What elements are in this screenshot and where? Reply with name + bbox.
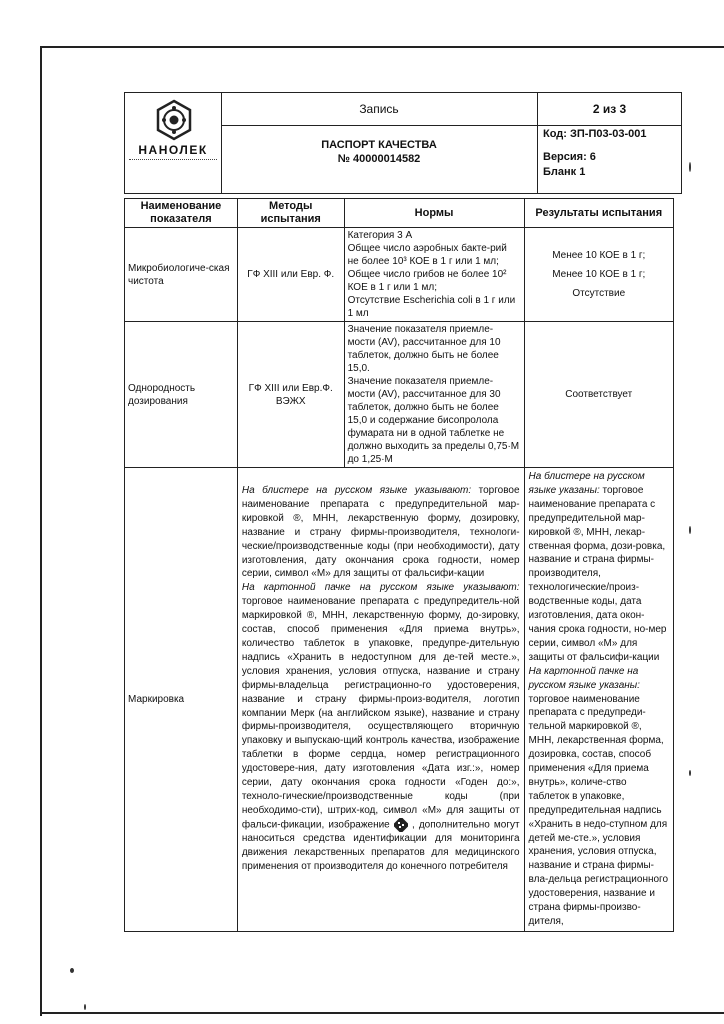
blister-norm-text: торговое наименование препарата с предупредительной мар-кировкой ®, МНН, лекарственную форму, дозировку, название и страну фирмы-производителя, технологи-ческие/производственные коды (при необходимости), дату изготовления, дату окончания срока годности, номер серии, символ «М» для защиты от фальсифи-кации: [241, 485, 520, 580]
table-row: [125, 228, 674, 322]
norm-line: Отсутствие Escherichia coli в 1 г или 1 мл: [347, 295, 516, 319]
document-form: Бланк 1: [543, 166, 586, 178]
norm-line: Значение показателя приемле-мости (AV), рассчитанное для 30 таблеток, должно быть не более 15,0 и содержание бисопролола фумарата ни в одной таблетке не должно выходить за пределы 0,75·М до 1,25·М: [347, 376, 520, 465]
header-norms: Нормы: [344, 199, 524, 228]
scan-speck: [689, 526, 691, 534]
result-line: Менее 10 КОЕ в 1 г;: [552, 250, 646, 261]
result-line: Отсутствие: [572, 288, 626, 299]
header-results: Результаты испытания: [524, 199, 673, 228]
pack-result-text: торговое наименование препарата с предупреди-тельной маркировкой ®, МНН, лекарственная форма, дозировка, состав, способ применения «Для приема внутрь», количе-ство таблеток в упаковке, предупредительная надпись «Хранить в недо-ступном для детей ме-сте.», условия хранения, условия отпуска, название и страна фирмы-вла-дельца регистрационного удостоверения, название и страна фирмы-произво-дителя,: [528, 693, 669, 927]
record-label: Запись: [221, 93, 538, 126]
scan-speck: [689, 162, 691, 172]
row-name: Микробиологиче-ская чистота: [125, 228, 238, 322]
document-header: [124, 92, 682, 194]
company-logo-icon: [153, 99, 195, 141]
row-result: Соответствует: [524, 322, 673, 468]
row-norms: [344, 228, 524, 322]
scan-speck: [84, 1004, 86, 1010]
pack-norm-text: торговое наименование препарата с предупредитель-ной маркировкой ®, МНН, лекарственную форму, до-зировку, состав, способ применения «Для приема внутрь», количество таблеток в упаковке, предупре-дительную надпись «Хранить в недоступном для де-тей месте.», условия хранения, условия отпуска, название и страну фирмы-владельца регистрационно-го удостоверения, название и страну фирмы-произ-водителя, логотип компании Мерк (на английском языке), название и страну фирмы-производителя, осуществляющего вторичную упаковку и выпускаю-щий контроль качества, изображение таблетки в форме сердца, номер регистрационного удостовере-ния, дату изготовления «Дата изг.:», номер серии, дату окончания срока годности «Годен до:», техноло-гические/производственные коды (при необходимо-сти), штрих-код, символ «М» для защиты от фальси-фикации, изображение: [241, 596, 520, 831]
scan-border-bottom: [40, 1012, 724, 1014]
scan-border-top: [40, 46, 724, 48]
blister-result-intro: На блистере на русском языке указаны:: [528, 471, 645, 496]
document-number: № 40000014582: [337, 153, 421, 165]
row-method: ГФ XIII или Евр. Ф.: [237, 228, 344, 322]
norm-line: Категория 3 А: [347, 230, 413, 241]
row-name: Маркировка: [125, 468, 238, 932]
norm-line: Общее число грибов не более 10² КОЕ в 1 г или 1 мл;: [347, 269, 507, 293]
row-results: [524, 228, 673, 322]
header-name: Наименование показателя: [125, 199, 238, 228]
document-version: Версия: 6: [543, 151, 596, 163]
labeling-norms: [237, 468, 524, 932]
document-title: ПАСПОРТ КАЧЕСТВА: [321, 139, 437, 151]
table-header-row: [125, 199, 674, 228]
labeling-results: [524, 468, 673, 932]
blister-norm-intro: На блистере на русском языке указывают:: [241, 485, 472, 496]
document-meta: [543, 127, 679, 180]
company-name: НАНОЛЕК: [138, 143, 208, 157]
result-line: Менее 10 КОЕ в 1 г;: [552, 269, 646, 280]
norm-line: Значение показателя приемле-мости (AV), рассчитанное для 10 таблеток, должно быть не более 15,0.: [347, 324, 501, 374]
quality-table: [124, 198, 674, 932]
logo-cell: [125, 93, 222, 193]
scan-speck: [70, 968, 74, 973]
logo-tagline-line: [129, 159, 217, 163]
page-counter: 2 из 3: [538, 93, 681, 126]
row-norms: [344, 322, 524, 468]
blister-result-text: торговое наименование препарата с предупредительной мар-кировкой ®, МНН, лекар-ственная форма, дози-ровка, название и страна фирмы-производителя, технологические/произ-водственные коды, дата изготовления, дата окон-чания срока годности, но-мер серии, символ «М» для защиты от фальсифи-кации: [528, 484, 667, 663]
document-code: Код: ЗП-П03-03-001: [543, 128, 647, 140]
norm-line: Общее число аэробных бакте-рий не более 10³ КОЕ в 1 г или 1 мл;: [347, 243, 507, 267]
document-title-block: [221, 126, 538, 193]
pack-norm-text-end: , дополнительно могут наноситься средства идентификации для мониторинга движения лекарственных препаратов для медицинского применения от производителя до конечного потребителя: [241, 819, 520, 873]
table-row: [125, 322, 674, 468]
pack-norm-intro: На картонной пачке на русском языке указывают:: [241, 582, 520, 594]
row-name: Однородность дозирования: [125, 322, 238, 468]
datamatrix-code-icon: [394, 818, 408, 832]
row-method: ГФ XIII или Евр.Ф. ВЭЖХ: [237, 322, 344, 468]
scan-speck: [689, 770, 691, 776]
scan-border-left: [40, 48, 42, 1016]
table-row: [125, 468, 674, 932]
pack-result-intro: На картонной пачке на русском языке указаны:: [528, 665, 640, 691]
header-methods: Методы испытания: [237, 199, 344, 228]
